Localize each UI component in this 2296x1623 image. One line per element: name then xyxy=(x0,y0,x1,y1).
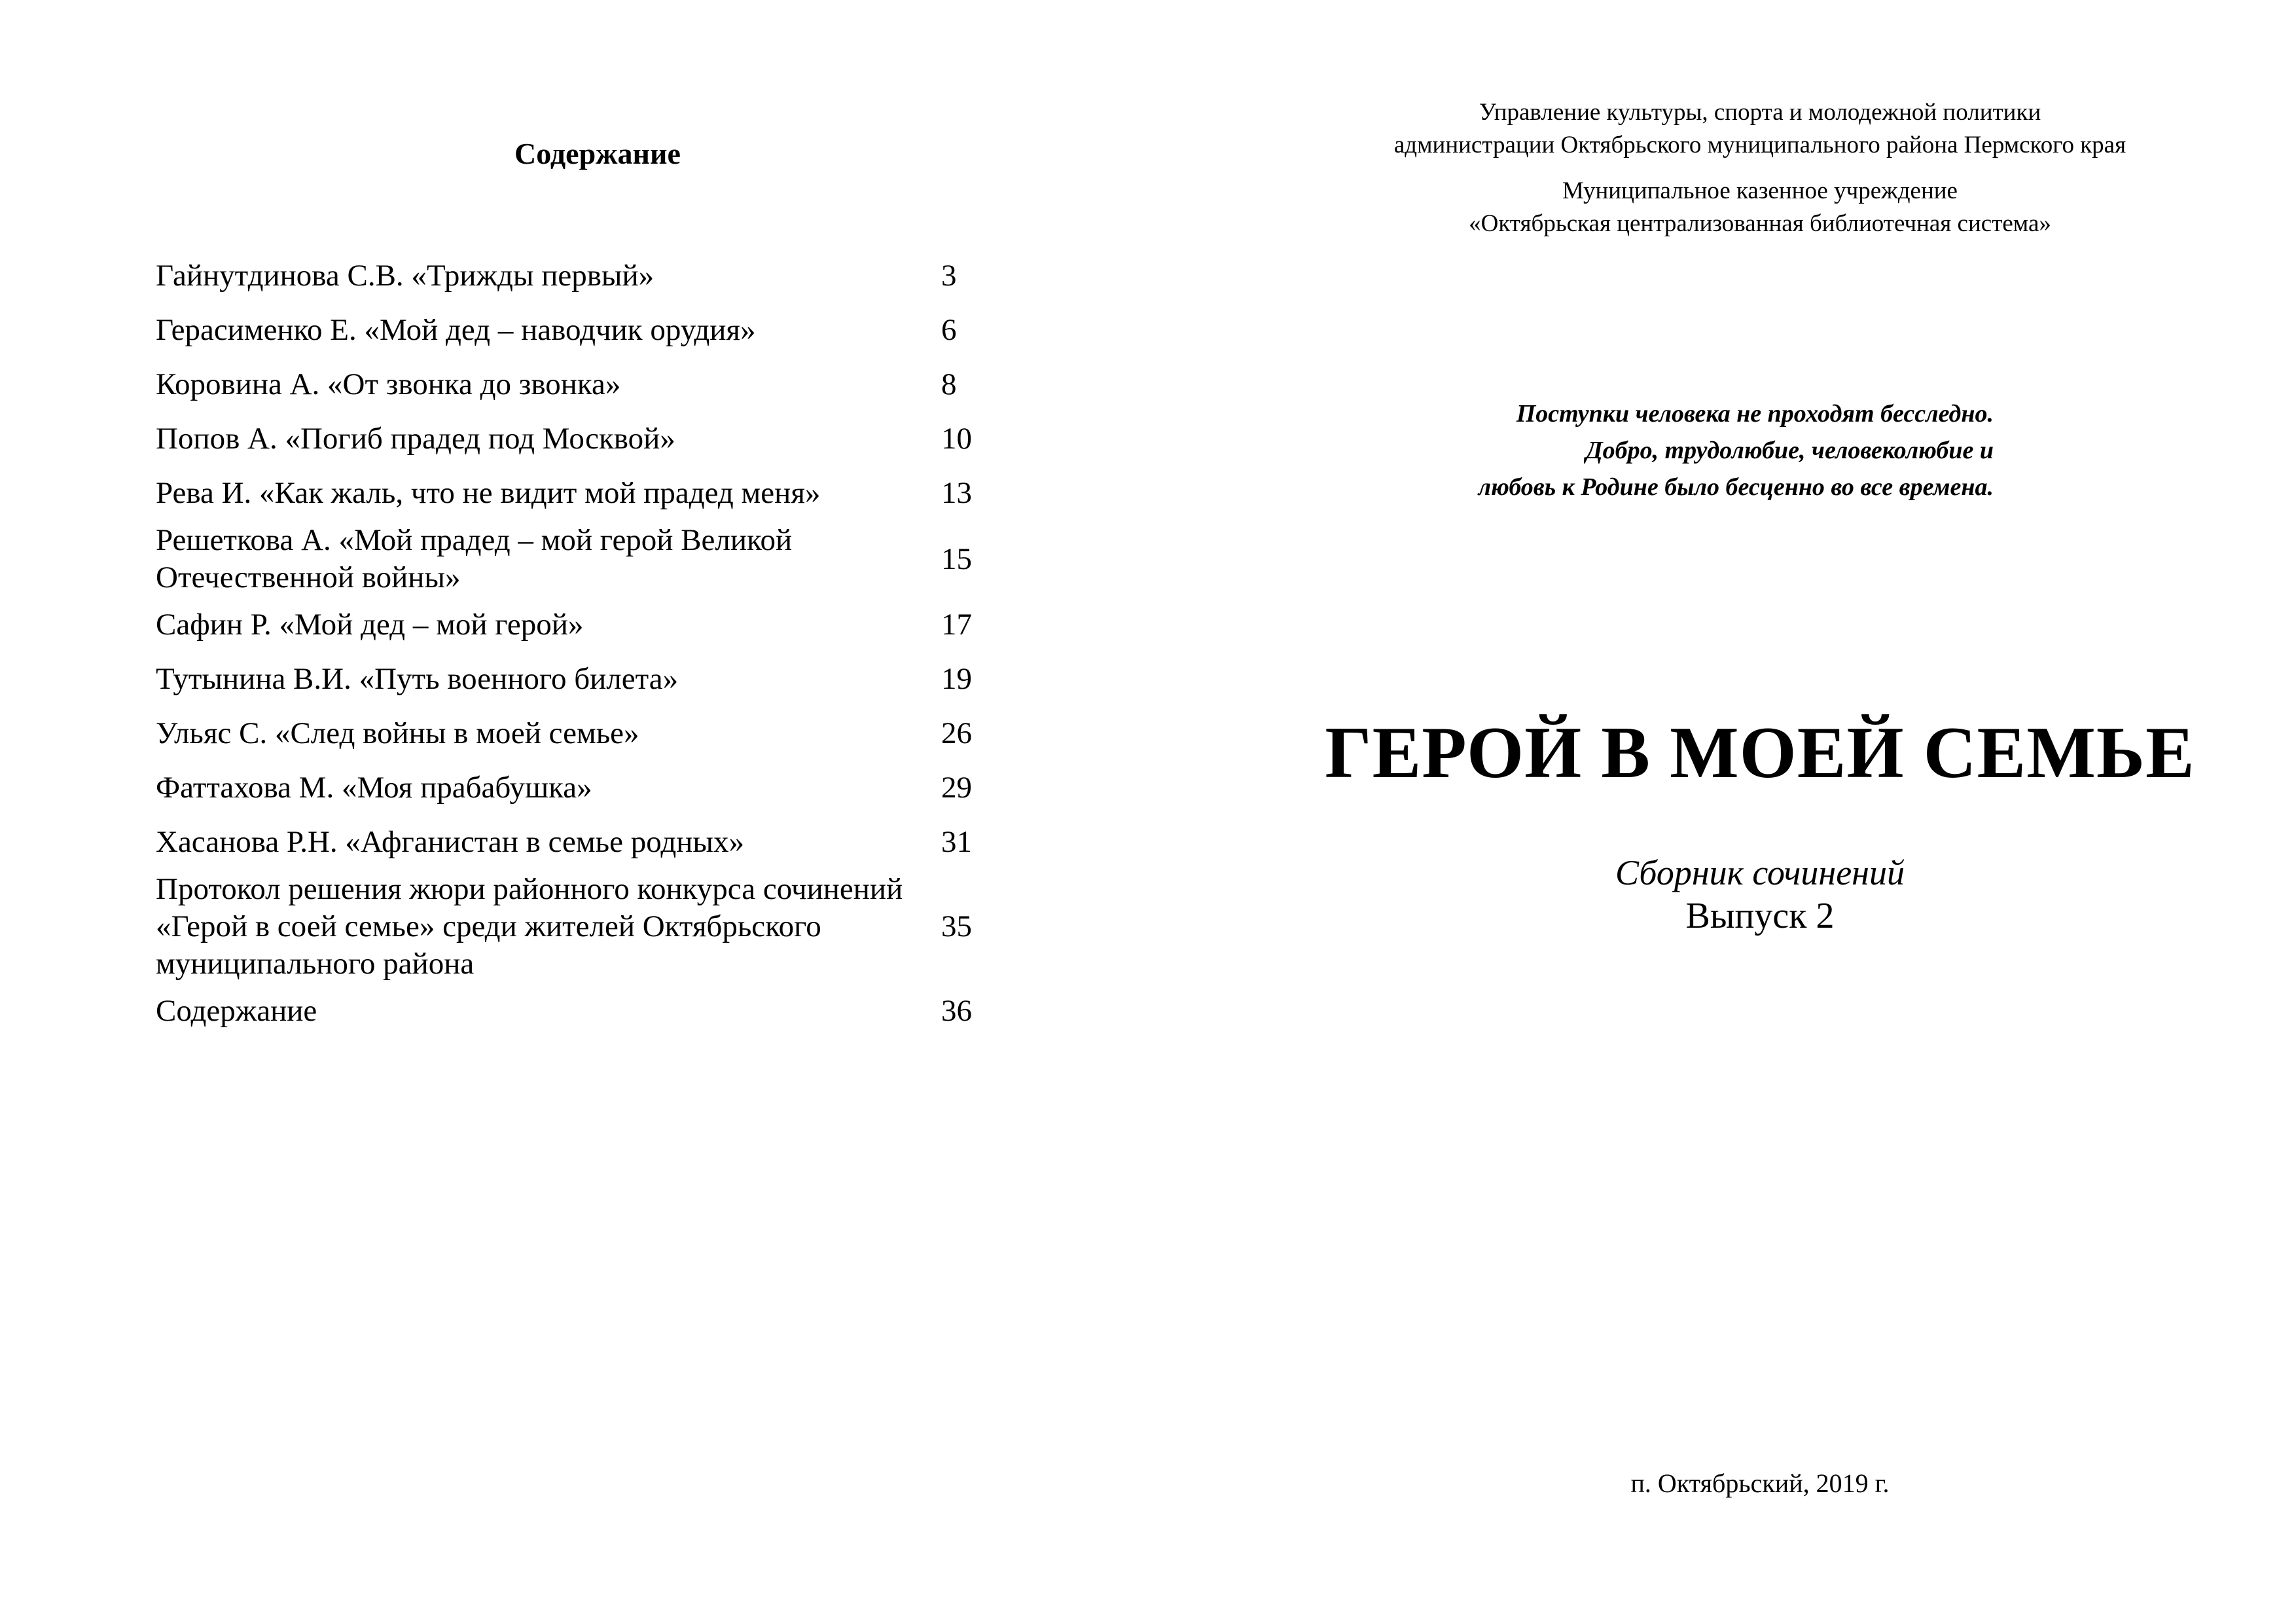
contents-item xyxy=(156,815,1007,869)
contents-item xyxy=(156,520,1007,598)
institution-line: Муниципальное казенное учреждение xyxy=(1562,177,1958,204)
contents-list xyxy=(156,249,1007,1038)
contents-item-page: 6 xyxy=(941,313,957,347)
contents-item-title: Тутынина В.И. «Путь военного билета» xyxy=(156,662,679,696)
contents-item-page: 31 xyxy=(941,825,972,859)
contents-item-title: Ульяс С. «След войны в моей семье» xyxy=(156,716,639,750)
contents-item-page: 3 xyxy=(941,259,957,293)
publisher-line: администрации Октябрьского муниципального района Пермского края xyxy=(1393,132,2126,158)
epigraph-line: Добро, трудолюбие, человеколюбие и xyxy=(1585,437,1994,464)
contents-item-page: 17 xyxy=(941,608,972,642)
contents-item xyxy=(156,466,1007,520)
contents-item-page: 15 xyxy=(941,541,972,576)
publisher-block xyxy=(1220,96,2296,162)
contents-item-title: Сафин Р. «Мой дед – мой герой» xyxy=(156,608,584,642)
contents-item-page: 36 xyxy=(941,994,972,1028)
contents-item-title: Попов А. «Погиб прадед под Москвой» xyxy=(156,422,675,456)
contents-item-title: Рева И. «Как жаль, что не видит мой прадед меня» xyxy=(156,476,821,510)
contents-item-page: 13 xyxy=(941,476,972,510)
contents-item xyxy=(156,869,1007,984)
contents-item xyxy=(156,598,1007,652)
contents-item-title: Коровина А. «От звонка до звонка» xyxy=(156,367,621,401)
contents-item-page: 26 xyxy=(941,716,972,750)
epigraph-line: любовь к Родине было бесценно во все времена. xyxy=(1478,473,1994,501)
title-page xyxy=(1148,0,2296,1623)
institution-block xyxy=(1220,175,2296,240)
contents-item-page: 29 xyxy=(941,771,972,805)
institution-line: «Октябрьская централизованная библиотечная система» xyxy=(1469,210,2051,237)
contents-title: Содержание xyxy=(514,137,681,170)
contents-item xyxy=(156,412,1007,466)
contents-item-title: Решеткова А. «Мой прадед – мой герой Великой Отечественной войны» xyxy=(156,523,793,594)
contents-item xyxy=(156,249,1007,303)
place-and-year: п. Октябрьский, 2019 г. xyxy=(1630,1468,1890,1498)
contents-item xyxy=(156,652,1007,706)
issue-number: Выпуск 2 xyxy=(1685,896,1835,936)
contents-item-title: Протокол решения жюри районного конкурса сочинений «Герой в соей семье» среди жителей Октябрьского муниципального района xyxy=(156,872,903,981)
publisher-line: Управление культуры, спорта и молодежной политики xyxy=(1479,99,2041,126)
epigraph xyxy=(1143,395,1994,505)
contents-item-title: Герасименко Е. «Мой дед – наводчик орудия» xyxy=(156,313,756,347)
book-subtitle: Сборник сочинений xyxy=(1615,853,1905,892)
contents-item-page: 19 xyxy=(941,662,972,696)
contents-item-title: Гайнутдинова С.В. «Трижды первый» xyxy=(156,259,655,293)
contents-item-title: Хасанова Р.Н. «Афганистан в семье родных» xyxy=(156,825,744,859)
contents-item xyxy=(156,984,1007,1038)
contents-item xyxy=(156,303,1007,357)
contents-item-title: Фаттахова М. «Моя прабабушка» xyxy=(156,771,592,805)
contents-item-page: 35 xyxy=(941,909,972,943)
contents-item-title: Содержание xyxy=(156,994,317,1028)
contents-item-page: 10 xyxy=(941,422,972,456)
contents-item xyxy=(156,706,1007,761)
epigraph-line: Поступки человека не проходят бесследно. xyxy=(1516,400,1994,428)
contents-item-page: 8 xyxy=(941,367,957,401)
book-title: ГЕРОЙ В МОЕЙ СЕМЬЕ xyxy=(1325,712,2195,793)
contents-item xyxy=(156,357,1007,412)
contents-item xyxy=(156,761,1007,815)
